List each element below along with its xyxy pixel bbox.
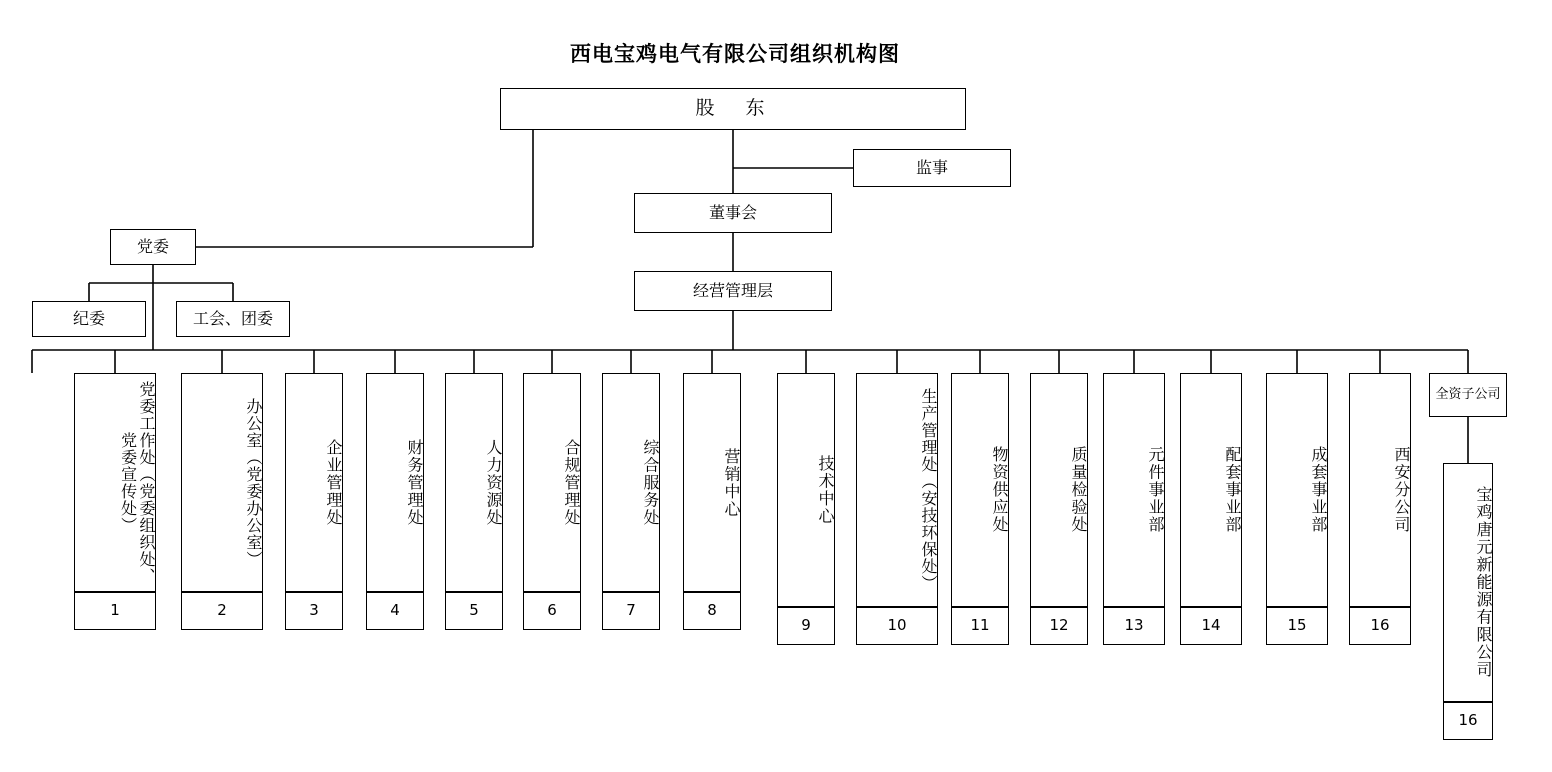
node-department-number-14: 14 bbox=[1180, 607, 1242, 645]
node-department-number-1: 1 bbox=[74, 592, 156, 630]
node-department-number-5: 5 bbox=[445, 592, 503, 630]
node-subsidiary-number: 16 bbox=[1443, 702, 1493, 740]
node-department-13: 元件事业部 bbox=[1103, 373, 1165, 607]
node-department-number-12: 12 bbox=[1030, 607, 1088, 645]
node-department-number-6: 6 bbox=[523, 592, 581, 630]
node-department-number-9: 9 bbox=[777, 607, 835, 645]
node-department-8: 营销中心 bbox=[683, 373, 741, 592]
node-wholly-owned-subsidiary-header: 全资子公司 bbox=[1429, 373, 1507, 417]
node-department-number-10: 10 bbox=[856, 607, 938, 645]
node-union-youth-league: 工会、团委 bbox=[176, 301, 290, 337]
node-department-9: 技术中心 bbox=[777, 373, 835, 607]
node-department-number-3: 3 bbox=[285, 592, 343, 630]
node-department-5: 人力资源处 bbox=[445, 373, 503, 592]
node-department-number-4: 4 bbox=[366, 592, 424, 630]
node-department-number-11: 11 bbox=[951, 607, 1009, 645]
node-department-1: 党委工作处（党委组织处、党委宣传处） bbox=[74, 373, 156, 592]
node-management-layer: 经营管理层 bbox=[634, 271, 832, 311]
page-title: 西电宝鸡电气有限公司组织机构图 bbox=[570, 42, 900, 66]
node-discipline-committee: 纪委 bbox=[32, 301, 146, 337]
node-department-16: 西安分公司 bbox=[1349, 373, 1411, 607]
node-department-number-16: 16 bbox=[1349, 607, 1411, 645]
node-shareholders: 股 东 bbox=[500, 88, 966, 130]
node-department-number-8: 8 bbox=[683, 592, 741, 630]
node-department-12: 质量检验处 bbox=[1030, 373, 1088, 607]
node-board-of-directors: 董事会 bbox=[634, 193, 832, 233]
node-department-3: 企业管理处 bbox=[285, 373, 343, 592]
node-department-4: 财务管理处 bbox=[366, 373, 424, 592]
node-department-14: 配套事业部 bbox=[1180, 373, 1242, 607]
node-department-number-15: 15 bbox=[1266, 607, 1328, 645]
node-party-committee: 党委 bbox=[110, 229, 196, 265]
node-department-6: 合规管理处 bbox=[523, 373, 581, 592]
node-department-7: 综合服务处 bbox=[602, 373, 660, 592]
node-department-10: 生产管理处（安技环保处） bbox=[856, 373, 938, 607]
node-department-number-13: 13 bbox=[1103, 607, 1165, 645]
node-department-number-2: 2 bbox=[181, 592, 263, 630]
node-department-15: 成套事业部 bbox=[1266, 373, 1328, 607]
node-department-number-7: 7 bbox=[602, 592, 660, 630]
node-department-11: 物资供应处 bbox=[951, 373, 1009, 607]
node-supervisor: 监事 bbox=[853, 149, 1011, 187]
node-department-2: 办公室（党委办公室） bbox=[181, 373, 263, 592]
node-subsidiary-company: 宝鸡唐元新能源有限公司 bbox=[1443, 463, 1493, 702]
